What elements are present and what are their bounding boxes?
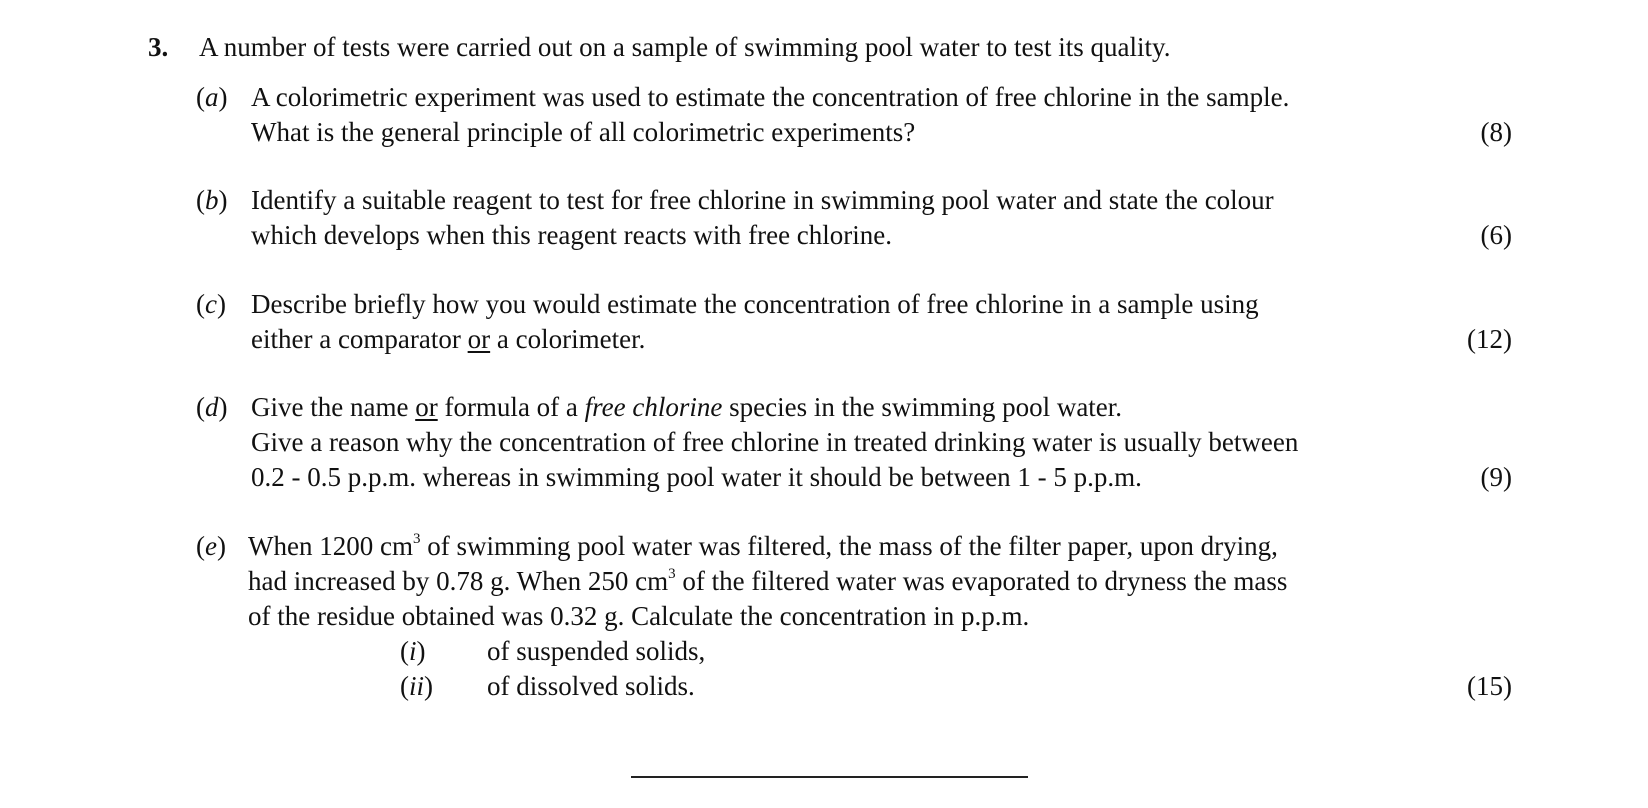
part-e-sub-ii-text: of dissolved solids. <box>487 671 695 701</box>
part-b-marks: (6) <box>1480 220 1512 250</box>
part-d-line3: 0.2 - 0.5 p.p.m. whereas in swimming pool water it should be between 1 - 5 p.p.m. <box>251 462 1142 492</box>
part-e-sub-i-text: of suspended solids, <box>487 636 706 666</box>
question-number: 3. <box>148 32 169 62</box>
part-a-label: (a) <box>196 82 228 112</box>
part-c-line2: either a comparator or a colorimeter. <box>251 324 646 354</box>
part-e-marks: (15) <box>1467 671 1512 701</box>
part-b-line2: which develops when this reagent reacts with free chlorine. <box>251 220 893 250</box>
part-c-or-underlined: or <box>467 324 491 354</box>
part-a-line1: A colorimetric experiment was used to estimate the concentration of free chlorine in the sample. <box>251 82 1290 112</box>
part-d-label: (d) <box>196 392 228 422</box>
part-d-or-underlined: or <box>415 392 438 422</box>
part-a-marks: (8) <box>1480 117 1512 147</box>
part-c-line1: Describe briefly how you would estimate the concentration of free chlorine in a sample using <box>251 289 1259 319</box>
part-d-marks: (9) <box>1480 462 1512 492</box>
part-d-line1: Give the name or formula of a free chlorine species in the swimming pool water. <box>251 392 1123 422</box>
part-e-line3: of the residue obtained was 0.32 g. Calculate the concentration in p.p.m. <box>248 601 1030 631</box>
part-e-line2-superscript: 3 <box>668 566 676 582</box>
part-c-label: (c) <box>196 289 226 319</box>
part-e-sub-ii-label: (ii) <box>400 671 434 701</box>
part-e-line1: When 1200 $cm^3$ of swimming pool water was filtered, the mass of the filter paper, upon drying, <box>248 531 1278 561</box>
part-e-line2: had increased by 0.78 g. When 250 $cm^3$ of the filtered water was evaporated to dryness the mass <box>248 566 1288 596</box>
end-of-question-divider <box>631 776 1028 778</box>
part-c-marks: (12) <box>1467 324 1512 354</box>
part-b-line1: Identify a suitable reagent to test for free chlorine in swimming pool water and state the colour <box>251 185 1274 215</box>
part-e-line1-superscript: 3 <box>412 531 421 547</box>
question-intro: A number of tests were carried out on a sample of swimming pool water to test its quality. <box>199 32 1171 62</box>
part-a-line2: What is the general principle of all colorimetric experiments? <box>251 117 916 147</box>
part-e-label: (e) <box>196 531 226 561</box>
part-b-label: (b) <box>196 185 228 215</box>
part-e-sub-i-label: (i) <box>400 636 426 666</box>
part-d-free-chlorine-italic: free chlorine <box>584 392 723 422</box>
part-d-line2: Give a reason why the concentration of free chlorine in treated drinking water is usually between <box>251 427 1299 457</box>
